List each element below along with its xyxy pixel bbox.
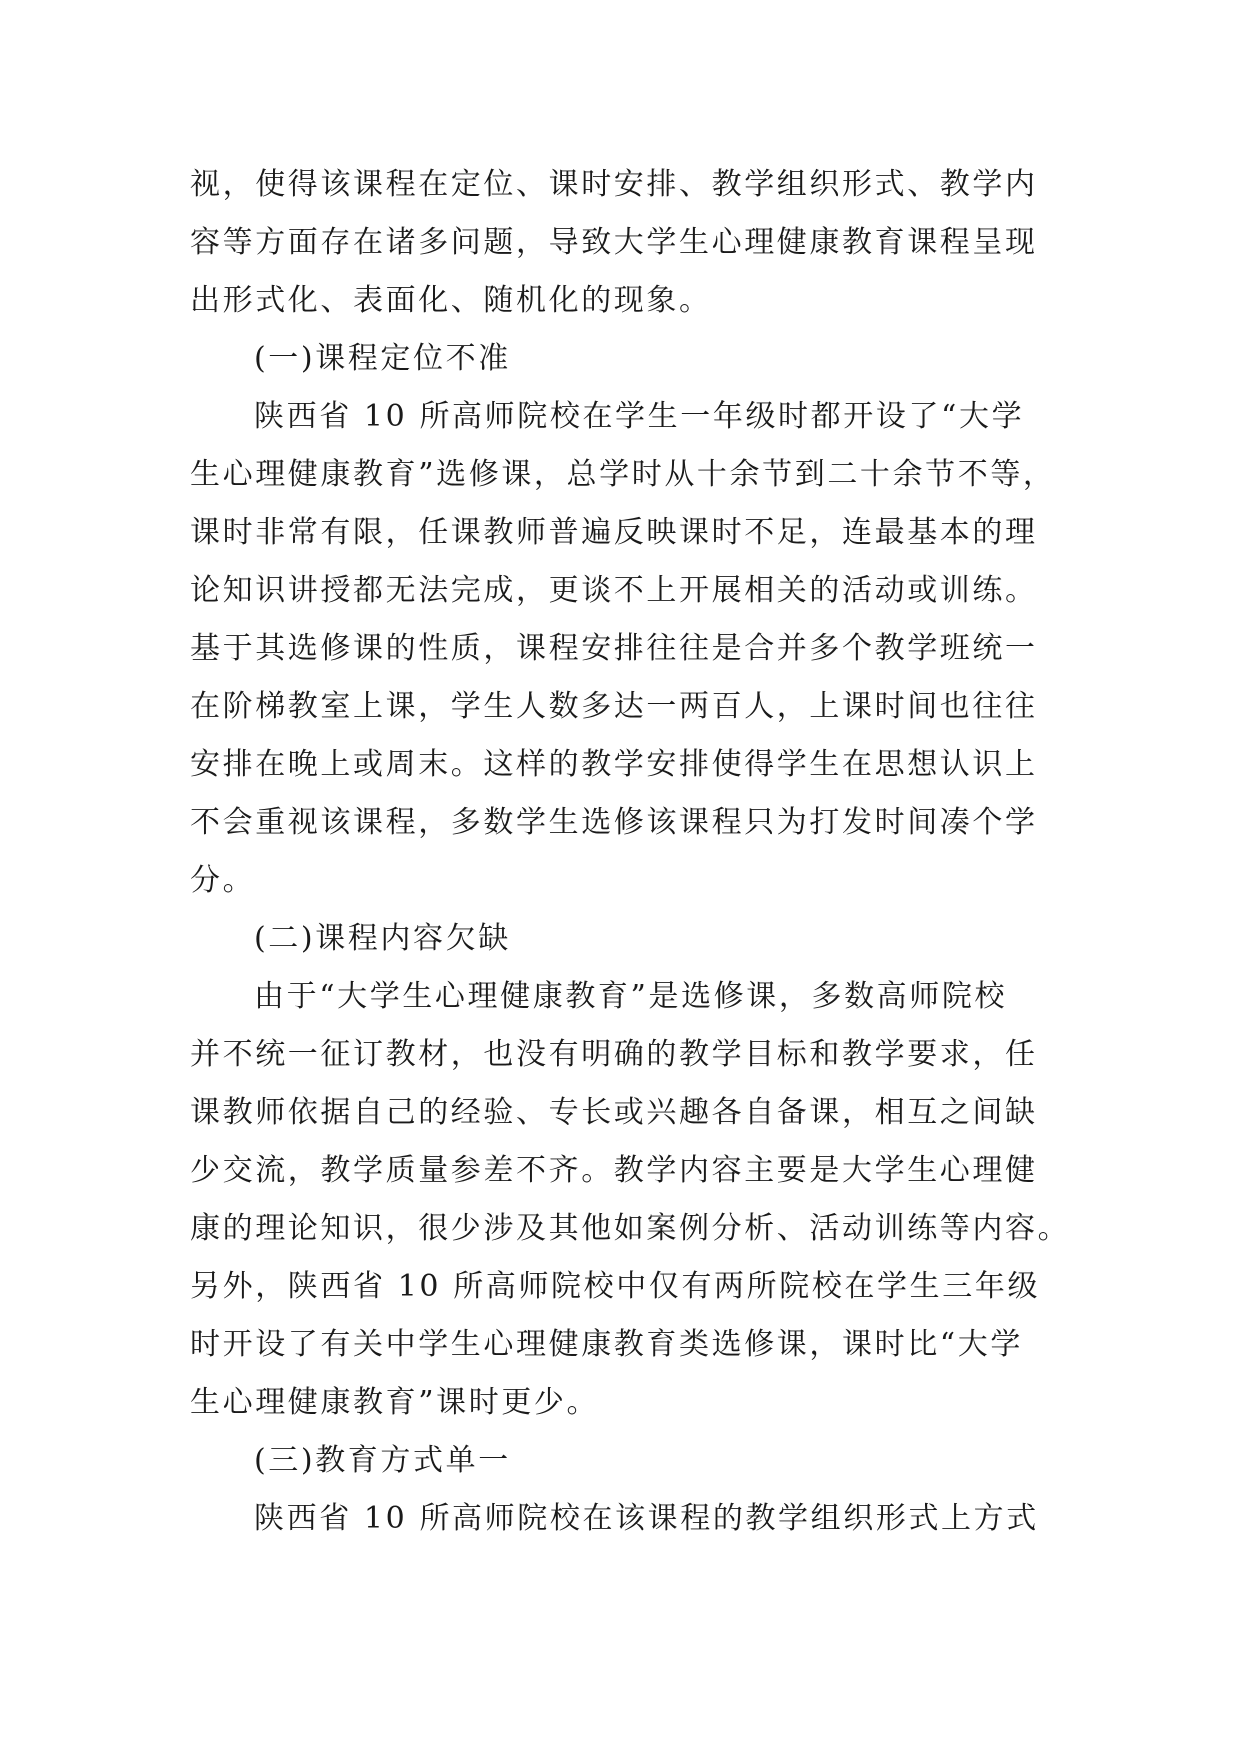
text-line: 容等方面存在诸多问题，导致大学生心理健康教育课程呈现 — [190, 225, 1038, 260]
text-line: 课教师依据自己的经验、专长或兴趣各自备课，相互之间缺 — [190, 1095, 1038, 1130]
text-line: 安排在晚上或周末。这样的教学安排使得学生在思想认识上 — [190, 747, 1038, 782]
text-line: 出形式化、表面化、随机化的现象。 — [190, 283, 712, 318]
text-line: 并不统一征订教材，也没有明确的教学目标和教学要求，任 — [190, 1037, 1038, 1072]
text-line: 时开设了有关中学生心理健康教育类选修课，课时比“大学 — [190, 1327, 1023, 1362]
document-body — [190, 156, 1070, 1548]
text-line: 论知识讲授都无法完成，更谈不上开展相关的活动或训练。 — [190, 573, 1038, 608]
text-line: (一)课程定位不准 — [254, 341, 511, 376]
text-line: 不会重视该课程，多数学生选修该课程只为打发时间凑个学 — [190, 805, 1038, 840]
text-line: 陕西省 10 所高师院校在该课程的教学组织形式上方式 — [254, 1501, 1039, 1536]
text-line: 分。 — [190, 863, 256, 898]
text-line: 陕西省 10 所高师院校在学生一年级时都开设了“大学 — [254, 399, 1025, 434]
text-line: (二)课程内容欠缺 — [254, 921, 511, 956]
text-line: 康的理论知识，很少涉及其他如案例分析、活动训练等内容。 — [190, 1211, 1071, 1246]
text-line: 生心理健康教育”选修课，总学时从十余节到二十余节不等， — [190, 457, 1056, 492]
text-line: 由于“大学生心理健康教育”是选修课，多数高师院校 — [254, 979, 1008, 1014]
text-line: 课时非常有限，任课教师普遍反映课时不足，连最基本的理 — [190, 515, 1038, 550]
text-line: 在阶梯教室上课，学生人数多达一两百人，上课时间也往往 — [190, 689, 1038, 724]
text-line: 视，使得该课程在定位、课时安排、教学组织形式、教学内 — [190, 167, 1038, 202]
text-line: (三)教育方式单一 — [254, 1443, 511, 1478]
text-line: 另外，陕西省 10 所高师院校中仅有两所院校在学生三年级 — [190, 1269, 1041, 1304]
text-line: 生心理健康教育”课时更少。 — [190, 1385, 600, 1420]
text-line: 基于其选修课的性质，课程安排往往是合并多个教学班统一 — [190, 631, 1038, 666]
text-line: 少交流，教学质量参差不齐。教学内容主要是大学生心理健 — [190, 1153, 1038, 1188]
